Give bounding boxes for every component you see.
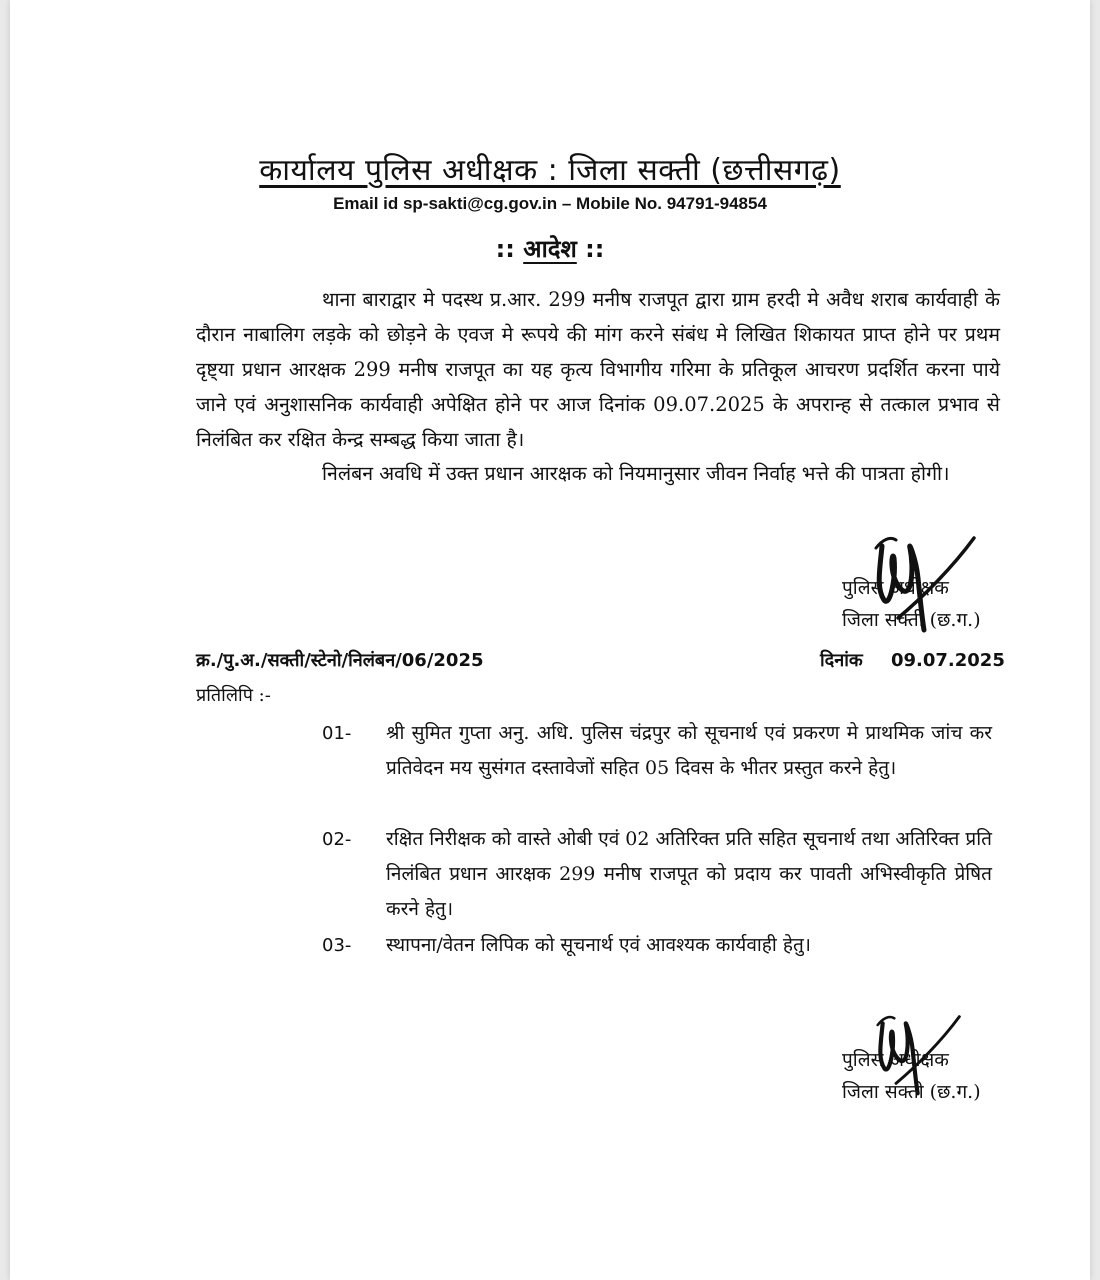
reference-number: क्र./पु.अ./सक्ती/स्टेनो/निलंबन/06/2025 (196, 650, 484, 671)
order-paragraph-2: निलंबन अवधि में उक्त प्रधान आरक्षक को नियमानुसार जीवन निर्वाह भत्ते की पात्रता होगी। (322, 462, 950, 485)
copy-item-text: श्री सुमित गुप्ता अनु. अधि. पुलिस चंद्रपुर को सूचनार्थ एवं प्रकरण मे प्राथमिक जांच कर प्रतिवेदन मय सुसंगत दस्तावेजों सहित 05 दिवस के भीतर प्रस्तुत करने हेतु। (386, 722, 992, 779)
office-heading (0, 148, 1100, 189)
order-paragraph-1: थाना बाराद्वार मे पदस्थ प्र.आर. 299 मनीष राजपूत द्वारा ग्राम हरदी मे अवैध शराब कार्यवाही के दौरान नाबालिग लड़के को छोड़ने के एवज मे रूपये की मांग करने संबंध मे लिखित शिकायत प्राप्त होने पर प्रथम दृष्ट्या प्रधान आरक्षक 299 मनीष राजपूत का यह कृत्य विभागीय गरिमा के प्रतिकूल आचरण प्रदर्शित करना पाये जाने एवं अनुशासनिक कार्यवाही अपेक्षित होने पर आज दिनांक 09.07.2025 के अपरान्ह से तत्काल प्रभाव से निलंबित कर रक्षित केन्द्र सम्बद्ध किया जाता है। (196, 288, 1000, 451)
signature-block-2 (842, 1044, 1012, 1108)
signature-block-1 (842, 572, 1012, 636)
date-value: 09.07.2025 (890, 650, 1005, 671)
signature-district: जिला सक्ती (छ.ग.) (842, 609, 981, 631)
office-title: कार्यालय पुलिस अधीक्षक : जिला सक्ती (छत्तीसगढ़) (259, 153, 841, 188)
copy-label: प्रतिलिपि :- (196, 685, 271, 706)
contact-line: Email id sp-sakti@cg.gov.in – Mobile No. 94791-94854 (333, 194, 767, 213)
copy-item-text: स्थापना/वेतन लिपिक को सूचनार्थ एवं आवश्यक कार्यवाही हेतु। (386, 934, 811, 956)
signature-designation: पुलिस अधीक्षक (842, 577, 949, 599)
date-label: दिनांक (820, 650, 863, 671)
order-title-word: आदेश (523, 235, 577, 263)
copy-item-text: रक्षित निरीक्षक को वास्ते ओबी एवं 02 अतिरिक्त प्रति सहित सूचनार्थ तथा अतिरिक्त प्रति निलंबित प्रधान आरक्षक 299 मनीष राजपूत को प्रदाय कर पावती अभिस्वीकृति प्रेषित करने हेतु। (386, 828, 992, 920)
order-prefix: :: (495, 235, 515, 263)
signature-district: जिला सक्ती (छ.ग.) (842, 1081, 981, 1103)
order-title (0, 232, 1100, 265)
copy-item-number: 01- (322, 723, 352, 744)
copy-item-number: 03- (322, 935, 352, 956)
reference-date (820, 648, 1005, 672)
copy-item-number: 02- (322, 829, 352, 850)
signature-designation: पुलिस अधीक्षक (842, 1049, 949, 1071)
order-suffix: :: (585, 235, 605, 263)
